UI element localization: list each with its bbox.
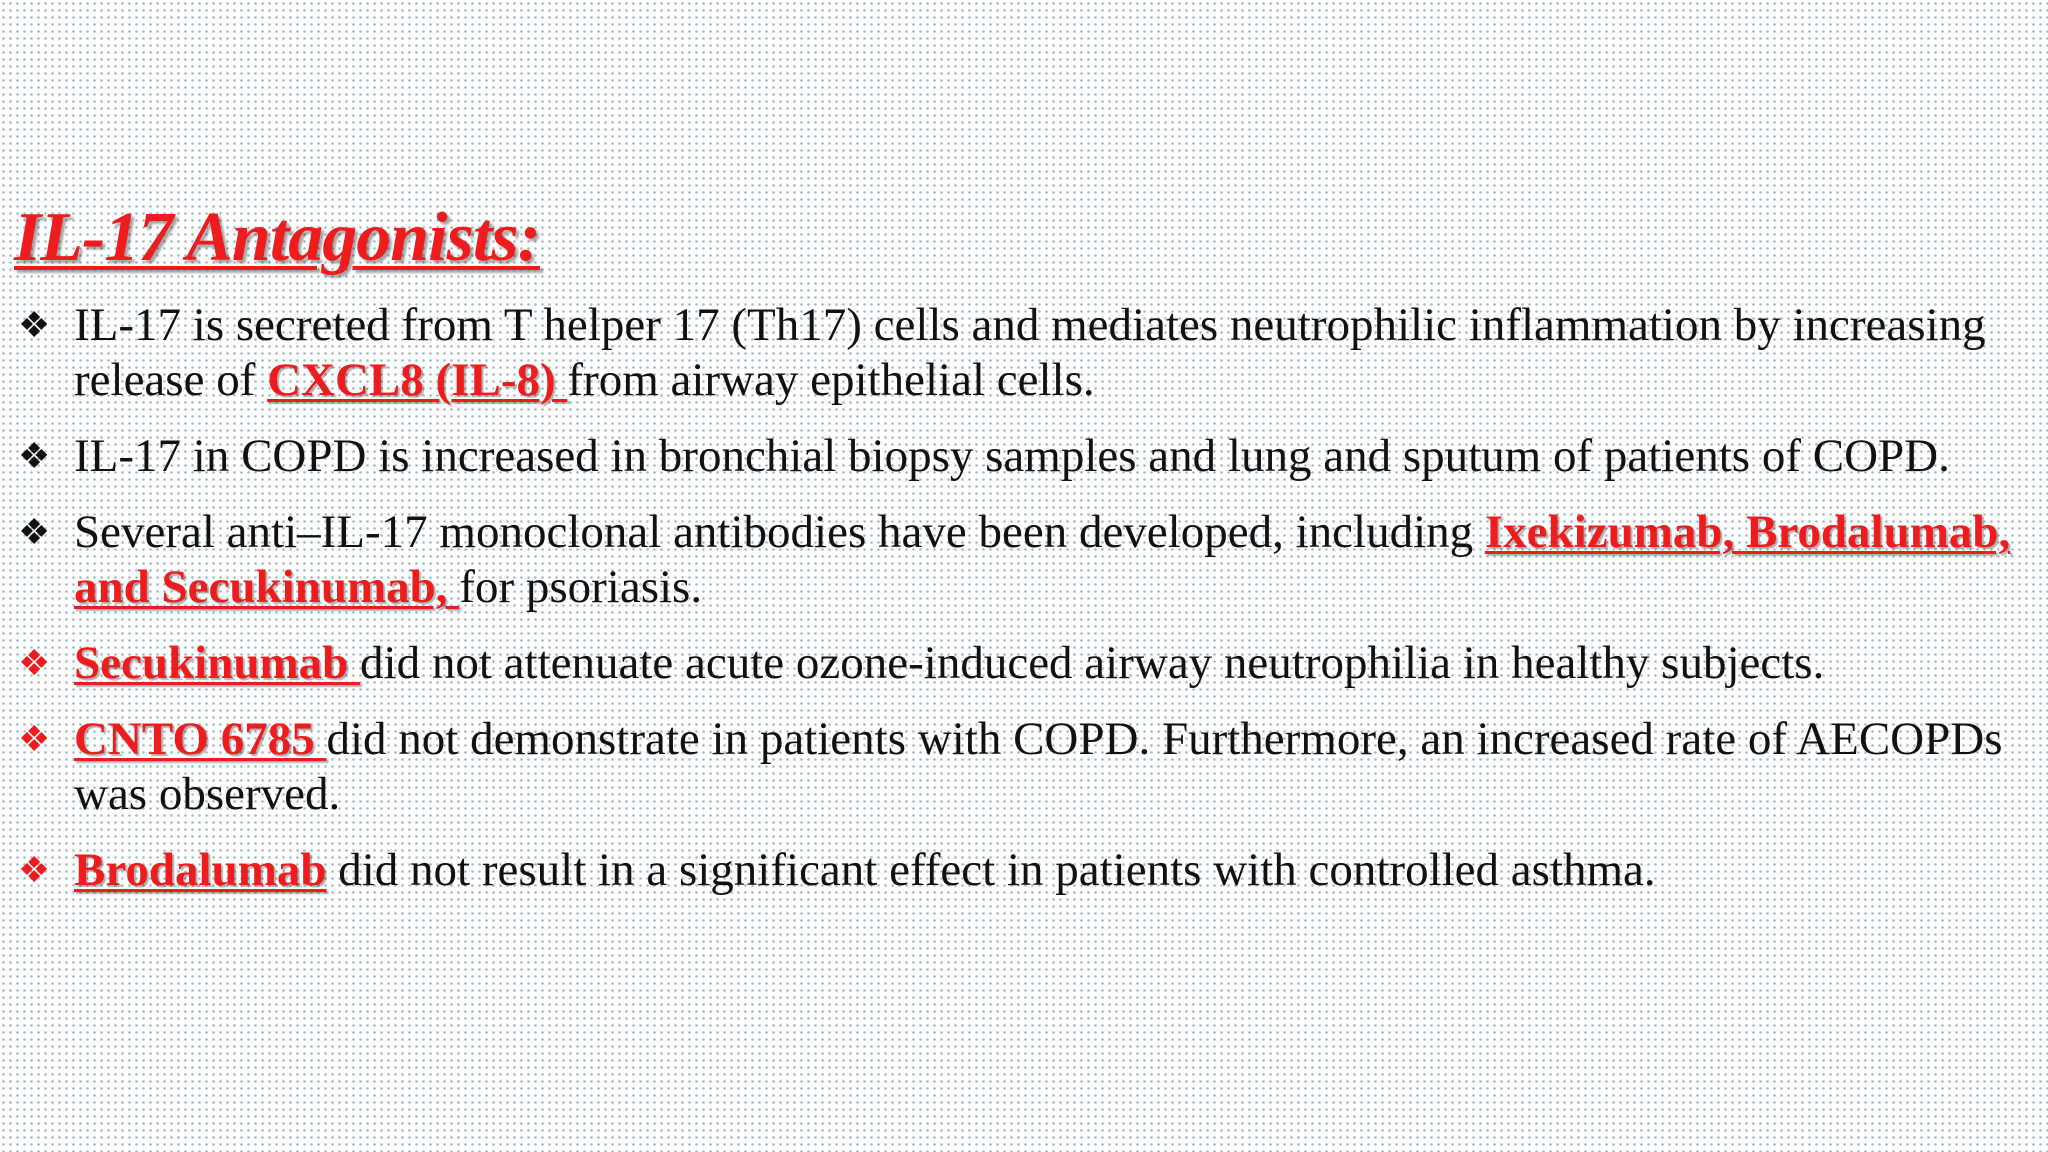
highlight-antibody-names: Ixekizumab, Brodalumab, and Secukinumab, (74, 506, 2011, 613)
diamond-bullet-icon: ❖ (18, 850, 51, 890)
diamond-bullet-icon: ❖ (18, 643, 51, 683)
highlight-cnto6785: CNTO 6785 (74, 713, 327, 765)
bullet-text: IL-17 in COPD is increased in bronchial biopsy samples and lung and sputum of patients of COPD. (74, 430, 1950, 482)
bullet-text: Several anti–IL-17 monoclonal antibodies have been developed, including (74, 506, 1485, 558)
diamond-bullet-icon: ❖ (18, 719, 51, 759)
bullet-item-cnto6785 (18, 712, 2028, 822)
diamond-bullet-icon: ❖ (18, 436, 51, 476)
bullet-text: did not result in a significant effect in patients with controlled asthma. (326, 844, 1656, 896)
bullet-list (18, 298, 2028, 919)
bullet-item-il17-secretion (18, 298, 2028, 408)
bullet-item-brodalumab (18, 843, 2028, 898)
bullet-text: IL-17 is secreted from T helper 17 (Th17) cells and mediates neutrophilic inflammation by increasing release of (74, 299, 1986, 406)
diamond-bullet-icon: ❖ (18, 305, 51, 345)
bullet-item-secukinumab (18, 636, 2028, 691)
bullet-text: for psoriasis. (459, 561, 703, 613)
bullet-text: did not demonstrate in patients with COPD. Furthermore, an increased rate of AECOPDs was observed. (74, 713, 2003, 820)
bullet-text: did not attenuate acute ozone-induced airway neutrophilia in healthy subjects. (360, 637, 1825, 689)
bullet-item-antibodies (18, 505, 2028, 615)
highlight-cxcl8: CXCL8 (IL-8) (267, 354, 568, 406)
bullet-item-il17-copd (18, 429, 2028, 484)
diamond-bullet-icon: ❖ (18, 512, 51, 552)
bullet-text: from airway epithelial cells. (567, 354, 1095, 406)
slide-title: IL-17 Antagonists: (14, 199, 540, 276)
highlight-secukinumab: Secukinumab (74, 637, 361, 689)
highlight-brodalumab: Brodalumab (74, 844, 327, 896)
